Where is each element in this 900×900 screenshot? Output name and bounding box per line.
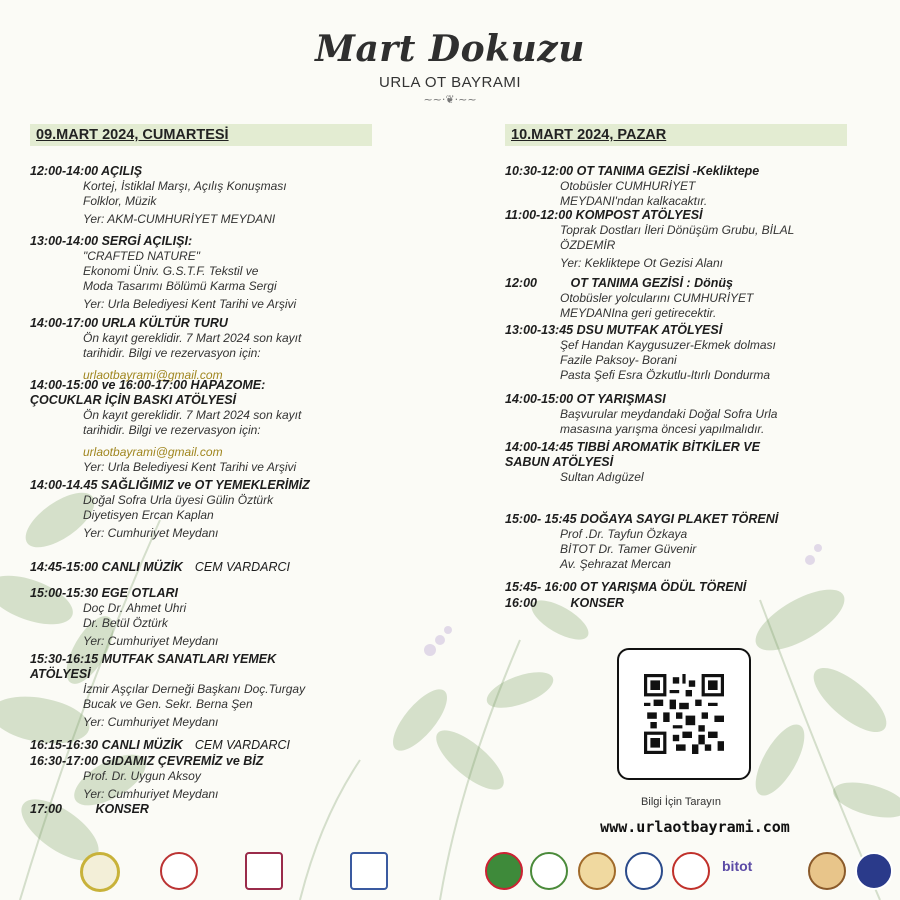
schedule-entry — [30, 586, 218, 649]
entry-detail-line: Toprak Dostları İleri Dönüşüm Grubu, BİLAL ÖZDEMİR — [560, 223, 795, 252]
event-subtitle: URLA OT BAYRAMI — [379, 74, 521, 91]
entry-detail-line: Ön kayıt gereklidir. 7 Mart 2024 son kayıt tarihidir. Bilgi ve rezervasyon için: — [83, 331, 302, 360]
sponsor-logo-12 — [855, 852, 893, 890]
entry-time: 16:30-17:00 — [30, 754, 99, 768]
entry-title: OT TANIMA GEZİSİ : Dönüş — [570, 276, 733, 290]
entry-title-line — [505, 440, 760, 455]
entry-title-line — [30, 378, 301, 393]
entry-details — [83, 179, 287, 227]
day1-header: 09.MART 2024, CUMARTESİ — [30, 124, 372, 146]
entry-title: AÇILIŞ — [101, 164, 143, 178]
schedule-entry — [505, 276, 753, 321]
entry-title: OT TANIMA GEZİSİ -Kekliktepe — [576, 164, 760, 178]
entry-details — [560, 179, 759, 209]
schedule-entry — [30, 754, 263, 802]
entry-time: 15:00- 15:45 — [505, 512, 577, 526]
entry-time: 15:45- 16:00 — [505, 580, 577, 594]
entry-details — [560, 338, 776, 383]
entry-title-line — [30, 738, 290, 753]
schedule-entry — [30, 478, 310, 541]
entry-details — [83, 249, 296, 312]
contact-email-link[interactable]: urlaotbayrami@gmail.com — [83, 445, 223, 459]
entry-title-line — [30, 478, 310, 493]
entry-time: 13:00-13:45 — [505, 323, 574, 337]
entry-title: CANLI MÜZİK — [101, 738, 183, 752]
schedule-entry — [30, 802, 149, 817]
entry-detail-line: Doğal Sofra Urla üyesi Gülin Öztürk — [83, 493, 274, 507]
entry-details — [560, 223, 794, 271]
entry-detail-line: Yer: Urla Belediyesi Kent Tarihi ve Arşivi — [83, 297, 297, 311]
day2-header: 10.MART 2024, PAZAR — [505, 124, 847, 146]
entry-title-line — [30, 586, 218, 601]
entry-title-line — [30, 560, 290, 575]
entry-details — [83, 408, 301, 475]
schedule-entry — [30, 378, 301, 475]
entry-performer: CEM VARDARCI — [194, 738, 290, 752]
entry-detail-line: Sultan Adıgüzel — [560, 470, 644, 484]
entry-title-line — [505, 596, 624, 611]
entry-time: 16:15-16:30 — [30, 738, 99, 752]
entry-time: 12:00-14:00 — [30, 164, 99, 178]
entry-detail-line: "CRAFTED NATURE" — [83, 249, 200, 263]
entry-detail-line: Yer: AKM-CUMHURİYET MEYDANI — [83, 212, 276, 226]
entry-detail-line: Av. Şehrazat Mercan — [560, 557, 671, 571]
entry-details — [560, 470, 760, 485]
schedule-entry — [505, 580, 746, 595]
sponsor-logo-5 — [485, 852, 523, 890]
entry-detail-line: Yer: Cumhuriyet Meydanı — [83, 787, 219, 801]
entry-time: 17:00 — [30, 802, 62, 816]
sponsor-logo-7 — [578, 852, 616, 890]
day2-column — [505, 124, 850, 610]
entry-time: 15:00-15:30 — [30, 586, 99, 600]
entry-title-line — [505, 323, 776, 338]
schedule-entry — [505, 323, 776, 383]
entry-time: 16:00 — [505, 596, 537, 610]
sponsor-logo-9 — [672, 852, 710, 890]
entry-title-line — [30, 754, 263, 769]
entry-detail-line: İzmir Aşçılar Derneği Başkanı Doç.Turgay Bucak ve Gen. Sekr. Berna Şen — [83, 682, 306, 711]
entry-detail-line: Pasta Şefi Esra Özkutlu-Itırlı Dondurma — [560, 368, 771, 382]
entry-performer: CEM VARDARCI — [194, 560, 290, 574]
entry-time: 11:00-12:00 — [505, 208, 573, 222]
entry-details — [83, 601, 218, 649]
entry-detail-line: BİTOT Dr. Tamer Güvenir — [560, 542, 697, 556]
entry-title-continued: ATÖLYESİ — [30, 667, 91, 681]
entry-detail-line: Şef Handan Kaygusuzer-Ekmek dolması — [560, 338, 776, 352]
entry-title-line — [505, 512, 778, 527]
entry-title: TIBBİ AROMATİK BİTKİLER VE — [576, 440, 760, 454]
contact-email-link[interactable]: urlaotbayrami@gmail.com — [83, 368, 223, 382]
entry-title-line — [505, 392, 777, 407]
entry-title: URLA KÜLTÜR TURU — [101, 316, 228, 330]
entry-title: MUTFAK SANATLARI YEMEK — [101, 652, 277, 666]
entry-title: KONSER — [570, 596, 624, 610]
entry-title: OT YARIŞMA ÖDÜL TÖRENİ — [580, 580, 747, 594]
entry-detail-line: Yer: Cumhuriyet Meydanı — [83, 526, 219, 540]
entry-detail-line: Diyetisyen Ercan Kaplan — [83, 508, 214, 522]
entry-details — [560, 407, 777, 437]
entry-detail-line: Ekonomi Üniv. G.S.T.F. Tekstil ve Moda Tasarımı Bölümü Karma Sergi — [83, 264, 277, 293]
entry-title-line — [30, 164, 287, 179]
schedule-entry — [505, 512, 778, 572]
entry-details — [83, 769, 263, 802]
qr-code-frame[interactable] — [617, 648, 751, 780]
schedule-entry — [30, 316, 301, 383]
schedule-entry — [505, 392, 777, 437]
flourish-ornament-icon: ~~·❦·~~ — [423, 93, 477, 106]
schedule-entry — [505, 440, 760, 485]
entry-title: SAĞLIĞIMIZ ve OT YEMEKLERİMİZ — [100, 478, 310, 492]
sponsor-logos — [0, 852, 900, 892]
entry-title: KOMPOST ATÖLYESİ — [575, 208, 703, 222]
entry-title: OT YARIŞMASI — [576, 392, 666, 406]
entry-title: DOĞAYA SAYGI PLAKET TÖRENİ — [580, 512, 779, 526]
entry-title-line — [30, 316, 301, 331]
entry-detail-line: Otobüsler CUMHURİYET MEYDANI'ndan kalkacaktır. — [560, 179, 708, 208]
dogal-sofra-urla-logo — [80, 852, 120, 892]
entry-time: 14:00-15:00 — [505, 392, 574, 406]
entry-detail-line: Başvurular meydandaki Doğal Sofra Urla masasına yarışma öncesi yapılmalıdır. — [560, 407, 778, 436]
schedule-entry — [505, 164, 759, 209]
entry-time: 14:00-14.45 — [30, 478, 98, 492]
schedule-entry — [505, 596, 624, 611]
entry-title-line — [505, 208, 794, 223]
entry-title-continued: SABUN ATÖLYESİ — [505, 455, 614, 469]
entry-title-continued: ÇOCUKLAR İÇİN BASKI ATÖLYESİ — [30, 393, 237, 407]
event-title: Mart Dokuzu — [315, 28, 585, 70]
entry-title: KONSER — [95, 802, 149, 816]
bitot-logo: bitot — [722, 858, 753, 874]
schedule-entry — [30, 560, 290, 575]
entry-title-line — [505, 580, 746, 595]
entry-detail-line: Yer: Kekliktepe Ot Gezisi Alanı — [560, 256, 723, 270]
entry-title-line — [30, 234, 296, 249]
entry-detail-line: Yer: Urla Belediyesi Kent Tarihi ve Arşivi — [83, 460, 297, 474]
entry-time: 12:00 — [505, 276, 537, 290]
entry-time: 14:45-15:00 — [30, 560, 99, 574]
entry-title: DSU MUTFAK ATÖLYESİ — [576, 323, 723, 337]
urla-belediyesi-logo — [245, 852, 283, 890]
schedule-entry — [505, 208, 794, 271]
entry-time: 15:30-16:15 — [30, 652, 99, 666]
entry-detail-line: Yer: Cumhuriyet Meydanı — [83, 634, 219, 648]
website-link[interactable]: www.urlaotbayrami.com — [600, 818, 790, 836]
entry-detail-line: Fazile Paksoy- Borani — [560, 353, 677, 367]
schedule-entry — [30, 738, 290, 753]
entry-detail-line: Ön kayıt gereklidir. 7 Mart 2024 son kayıt tarihidir. Bilgi ve rezervasyon için: — [83, 408, 302, 437]
entry-details — [83, 331, 301, 383]
sponsor-logo-2 — [160, 852, 198, 890]
entry-detail-line: Prof .Dr. Tayfun Özkaya — [560, 527, 688, 541]
day1-column — [30, 124, 480, 816]
sponsor-logo-6 — [530, 852, 568, 890]
qr-code-icon — [644, 674, 724, 754]
entry-title: EGE OTLARI — [101, 586, 178, 600]
schedule-entry — [30, 234, 296, 312]
entry-detail-line: Doç Dr. Ahmet Uhri — [83, 601, 187, 615]
entry-title-line — [30, 652, 305, 667]
entry-details — [560, 291, 753, 321]
poster-header — [0, 28, 900, 106]
entry-time: 10:30-12:00 — [505, 164, 574, 178]
schedule-entry — [30, 652, 305, 730]
entry-detail-line: Otobüsler yolcularını CUMHURİYET MEYDANIna geri getirecektir. — [560, 291, 754, 320]
entry-title: HAPAZOME: — [190, 378, 266, 392]
qr-caption: Bilgi İçin Tarayın — [641, 796, 721, 808]
entry-title-line — [505, 276, 753, 291]
entry-detail-line: Prof. Dr. Uygun Aksoy — [83, 769, 201, 783]
entry-details — [83, 493, 310, 541]
entry-title: SERGİ AÇILIŞI: — [101, 234, 193, 248]
entry-detail-line: Yer: Cumhuriyet Meydanı — [83, 715, 219, 729]
entry-time: 14:00-15:00 ve 16:00-17:00 — [30, 378, 188, 392]
entry-time: 13:00-14:00 — [30, 234, 99, 248]
entry-title-line — [30, 802, 149, 817]
entry-details — [560, 527, 778, 572]
sponsor-logo-11 — [808, 852, 846, 890]
entry-detail-line: Folklor, Müzik — [83, 194, 157, 208]
entry-detail-line: Dr. Betül Öztürk — [83, 616, 168, 630]
entry-detail-line: Kortej, İstiklal Marşı, Açılış Konuşması — [83, 179, 287, 193]
sponsor-logo-8 — [625, 852, 663, 890]
izmir-buyuksehir-logo — [350, 852, 388, 890]
entry-time: 14:00-17:00 — [30, 316, 99, 330]
entry-title: GIDAMIZ ÇEVREMİZ ve BİZ — [101, 754, 264, 768]
entry-time: 14:00-14:45 — [505, 440, 574, 454]
schedule-entry — [30, 164, 287, 227]
entry-details — [83, 682, 305, 730]
entry-title-line — [505, 164, 759, 179]
entry-title: CANLI MÜZİK — [101, 560, 183, 574]
